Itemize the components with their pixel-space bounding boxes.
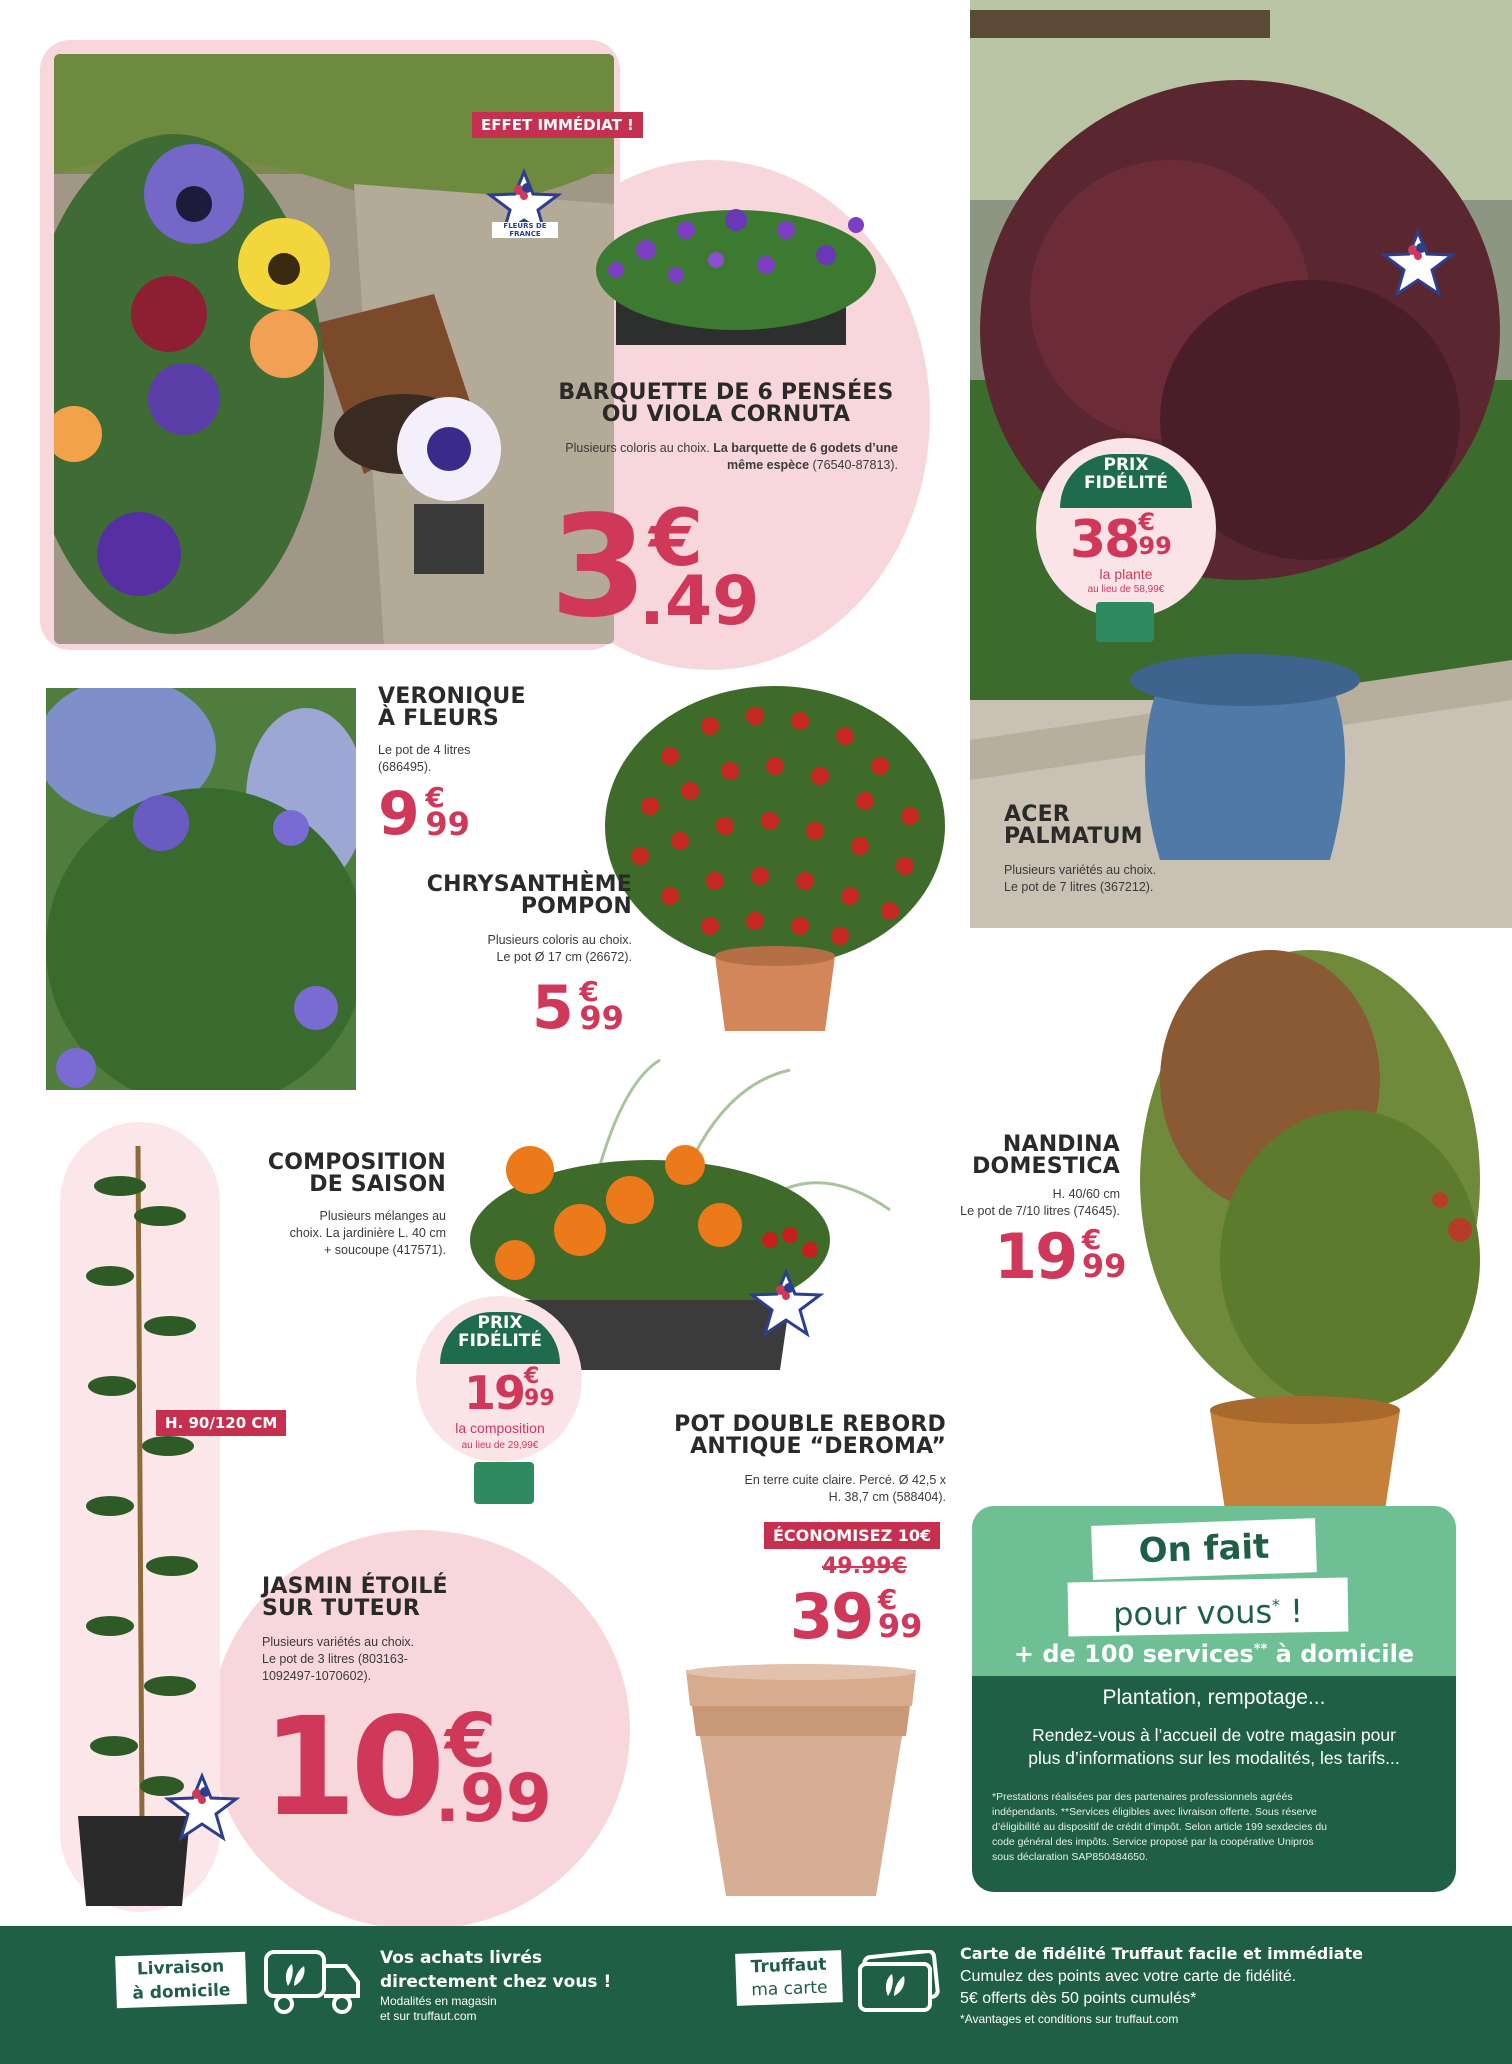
- jasmin-description: [262, 1634, 414, 1685]
- services-note-5: sous déclaration SAP850484650.: [992, 1850, 1148, 1863]
- livraison-title-2: directement chez vous !: [380, 1972, 612, 1992]
- carte-label[interactable]: [735, 1950, 843, 2006]
- price-decimals: .99: [434, 1760, 552, 1837]
- acer-photo: [970, 0, 1512, 928]
- jasmin-price: [262, 1689, 552, 1847]
- jasmin-desc-line1: Plusieurs variétés au choix.: [262, 1635, 415, 1649]
- chrysantheme-title-line1: CHRYSANTHÈME: [426, 872, 632, 897]
- pot-description: [636, 1472, 946, 1506]
- pensees-title-line2: OU VIOLA CORNUTA: [601, 402, 851, 428]
- pot-photo: [676, 1660, 926, 1900]
- veronique-title-line1: VERONIQUE: [378, 684, 526, 709]
- services-note-1: *Prestations réalisées par des partenaires professionnels agréés: [992, 1791, 1293, 1803]
- effet-immediat-tag: EFFET IMMÉDIAT !: [472, 112, 643, 138]
- nandina-title-line1: NANDINA: [1002, 1132, 1120, 1157]
- carte-line2: 5€ offerts dès 50 points cumulés*: [960, 1990, 1197, 2007]
- services-subhead-post: à domicile: [1267, 1640, 1415, 1668]
- veronique-description: [378, 742, 470, 776]
- jasmin-desc-line3: 1092497-1070602).: [262, 1668, 372, 1683]
- composition-fidelite-label: [440, 1312, 560, 1364]
- composition-desc-line3: + soucoupe (417571).: [324, 1242, 446, 1257]
- jasmin-title-line2: SUR TUTEUR: [262, 1596, 421, 1622]
- services-subhead-pre: + de 100 services: [1013, 1640, 1254, 1668]
- price-integer: 19: [464, 1366, 525, 1420]
- livraison-label[interactable]: [115, 1952, 247, 2009]
- acer-instead-price: au lieu de 58,99€: [1087, 584, 1165, 595]
- price-decimals: 99: [579, 999, 624, 1037]
- price-decimals: 99: [524, 1386, 555, 1411]
- pensees-desc-bold: La barquette de 6 godets d’une même espèce: [713, 441, 898, 472]
- services-headline-1: On fait: [1091, 1518, 1317, 1580]
- price-currency: €: [425, 781, 445, 814]
- chrysantheme-title-line2: POMPON: [520, 894, 632, 920]
- livraison-text: [380, 1946, 611, 2024]
- veronique-photo: [46, 688, 356, 1090]
- pot-title-line1: POT DOUBLE REBORD: [674, 1412, 946, 1437]
- price-decimals: 99: [425, 805, 470, 843]
- nandina-price: [994, 1220, 1127, 1293]
- carte-line1: Cumulez des points avec votre carte de fidélité.: [960, 1968, 1297, 1985]
- jasmin-desc-line2: Le pot de 3 litres (803163-: [262, 1651, 408, 1666]
- price-decimals: 99: [1081, 1247, 1127, 1285]
- price-decimals: .49: [639, 562, 760, 641]
- acer-title-line1: ACER: [1004, 802, 1070, 827]
- price-currency: €: [877, 1583, 898, 1616]
- composition-unit: la composition: [455, 1420, 545, 1436]
- pensees-desc-plain: Plusieurs coloris au choix.: [565, 441, 714, 455]
- price-decimals: 99: [1138, 532, 1172, 560]
- acer-description: [1004, 862, 1156, 896]
- services-subhead: [972, 1640, 1456, 1668]
- livraison-sub-1: Modalités en magasin: [380, 1994, 497, 2008]
- services-headline-2-text: pour vous: [1112, 1592, 1273, 1634]
- loyalty-card-icon: [856, 1950, 942, 2021]
- pensees-photo: [54, 54, 614, 644]
- services-subhead-sup: **: [1253, 1642, 1268, 1657]
- services-headline-2: [1068, 1578, 1349, 1637]
- price-integer: 9: [378, 779, 420, 849]
- acer-fidelite-label: [1060, 454, 1192, 508]
- services-rdv: [972, 1724, 1456, 1770]
- price-integer: 10: [262, 1689, 440, 1847]
- acer-title-line2: PALMATUM: [1004, 824, 1143, 850]
- nandina-desc-line2: Le pot de 7/10 litres (74645).: [960, 1203, 1120, 1218]
- pensees-title-line1: BARQUETTE DE 6 PENSÉES: [558, 380, 894, 405]
- carte-label-line2: ma carte: [750, 1977, 828, 2001]
- fidelity-card-icon: [1096, 602, 1154, 642]
- fidelite-label-line1: PRIX: [477, 1313, 523, 1333]
- services-note-4: code général des impôts. Service proposé par la coopérative Unipros: [992, 1835, 1314, 1848]
- chrysantheme-photo: [580, 676, 970, 1036]
- veronique-title: [378, 686, 526, 731]
- livraison-title-1: Vos achats livrés: [380, 1948, 542, 1968]
- pot-save-tag: ÉCONOMISEZ 10€: [764, 1522, 940, 1549]
- price-integer: 5: [532, 973, 574, 1043]
- services-plantation: Plantation, rempotage...: [1102, 1686, 1326, 1709]
- price-integer: 38: [1070, 510, 1139, 570]
- services-rdv-line1: Rendez-vous à l’accueil de votre magasin pour: [1032, 1725, 1396, 1745]
- price-decimals: 99: [877, 1607, 923, 1645]
- composition-price: [464, 1366, 555, 1420]
- pensees-description: [548, 440, 898, 474]
- veronique-price: [378, 779, 470, 849]
- nandina-description: [900, 1186, 1120, 1220]
- delivery-truck-icon: [262, 1944, 362, 2023]
- services-note-2: indépendants. **Services éligibles avec livraison offerte. Sous réserve: [992, 1805, 1317, 1818]
- chrysantheme-price: [532, 973, 624, 1043]
- pensees-title: [556, 382, 896, 427]
- composition-instead-price: au lieu de 29,99€: [461, 1440, 539, 1451]
- composition-title: [230, 1152, 446, 1197]
- price-currency: €: [524, 1364, 540, 1389]
- price-integer: 3: [550, 486, 644, 649]
- fleurs-de-france-icon: [164, 1772, 240, 1842]
- pensees-price: [550, 486, 760, 649]
- jasmin-title: [262, 1576, 448, 1621]
- services-notes: [992, 1790, 1442, 1865]
- livraison-label-line1: Livraison: [136, 1956, 225, 1980]
- acer-unit: la plante: [1099, 566, 1153, 582]
- price-currency: €: [444, 1698, 497, 1784]
- chrysantheme-desc-line2: Le pot Ø 17 cm (26672).: [496, 949, 632, 964]
- chrysantheme-description: [420, 932, 632, 966]
- price-currency: €: [649, 494, 704, 584]
- nandina-title-line2: DOMESTICA: [972, 1154, 1120, 1180]
- carte-text: [960, 1942, 1363, 2028]
- livraison-label-line2: à domicile: [132, 1980, 231, 2004]
- composition-desc-line2: choix. La jardinière L. 40 cm: [289, 1225, 446, 1240]
- fidelite-label-line2: FIDÉLITÉ: [457, 1330, 543, 1351]
- price-currency: €: [1138, 508, 1156, 536]
- nandina-photo: [1100, 930, 1500, 1510]
- jasmin-title-line1: JASMIN ÉTOILÉ: [262, 1574, 448, 1599]
- services-headline-2-end: !: [1279, 1592, 1304, 1631]
- composition-description: [230, 1208, 446, 1259]
- price-integer: 39: [790, 1580, 873, 1653]
- acer-price: [1070, 510, 1172, 570]
- acer-desc-line1: Plusieurs variétés au choix.: [1004, 863, 1157, 877]
- carte-title: Carte de fidélité Truffaut facile et immédiate: [960, 1944, 1363, 1963]
- services-rdv-line2: plus d’informations sur les modalités, les tarifs...: [1028, 1747, 1400, 1768]
- nandina-title: [944, 1134, 1120, 1179]
- barquette-photo: [586, 160, 886, 360]
- fidelite-label-line2: FIDÉLITÉ: [1083, 472, 1169, 493]
- veronique-desc-line1: Le pot de 4 litres: [378, 743, 471, 757]
- nandina-desc-line1: H. 40/60 cm: [1052, 1187, 1120, 1201]
- services-note-3: d’éligibilité au dispositif de crédit d’impôt. Selon article 199 sexdecies du: [992, 1820, 1328, 1833]
- livraison-sub-2: et sur truffaut.com: [380, 2009, 477, 2023]
- chrysantheme-desc-line1: Plusieurs coloris au choix.: [487, 933, 632, 947]
- fidelite-label-line1: PRIX: [1103, 455, 1149, 475]
- pot-old-price: 49.99€: [822, 1554, 907, 1579]
- jasmin-height-tag: H. 90/120 CM: [156, 1410, 286, 1436]
- composition-title-line1: COMPOSITION: [267, 1150, 446, 1175]
- pot-title-line2: ANTIQUE “DEROMA”: [690, 1434, 946, 1460]
- fidelity-card-icon: [474, 1462, 534, 1504]
- carte-note: *Avantages et conditions sur truffaut.com: [960, 2012, 1179, 2026]
- price-currency: €: [1081, 1223, 1102, 1256]
- services-panel: [972, 1506, 1456, 1892]
- price-integer: 19: [994, 1220, 1077, 1293]
- pensees-desc-ref: (76540-87813).: [809, 457, 898, 472]
- acer-title: [1004, 804, 1143, 849]
- composition-title-line2: DE SAISON: [309, 1172, 446, 1198]
- acer-desc-line2: Le pot de 7 litres (367212).: [1004, 879, 1154, 894]
- pot-price: [790, 1580, 923, 1653]
- price-currency: €: [579, 975, 599, 1008]
- pot-desc-line1: En terre cuite claire. Percé. Ø 42,5 x: [744, 1473, 946, 1487]
- services-headline-2-sup: *: [1271, 1595, 1281, 1615]
- pot-desc-line2: H. 38,7 cm (588404).: [828, 1489, 946, 1504]
- carte-label-line1: Truffaut: [750, 1954, 827, 1978]
- veronique-title-line2: À FLEURS: [378, 706, 500, 732]
- fleurs-de-france-icon: [748, 1268, 824, 1338]
- fleurs-de-france-icon: [1380, 228, 1456, 298]
- veronique-desc-line2: (686495).: [378, 759, 432, 774]
- chrysantheme-title: [420, 874, 632, 919]
- composition-desc-line1: Plusieurs mélanges au: [319, 1209, 446, 1223]
- fleurs-de-france-text: FLEURS DE FRANCE: [492, 222, 558, 238]
- pot-title: [636, 1414, 946, 1459]
